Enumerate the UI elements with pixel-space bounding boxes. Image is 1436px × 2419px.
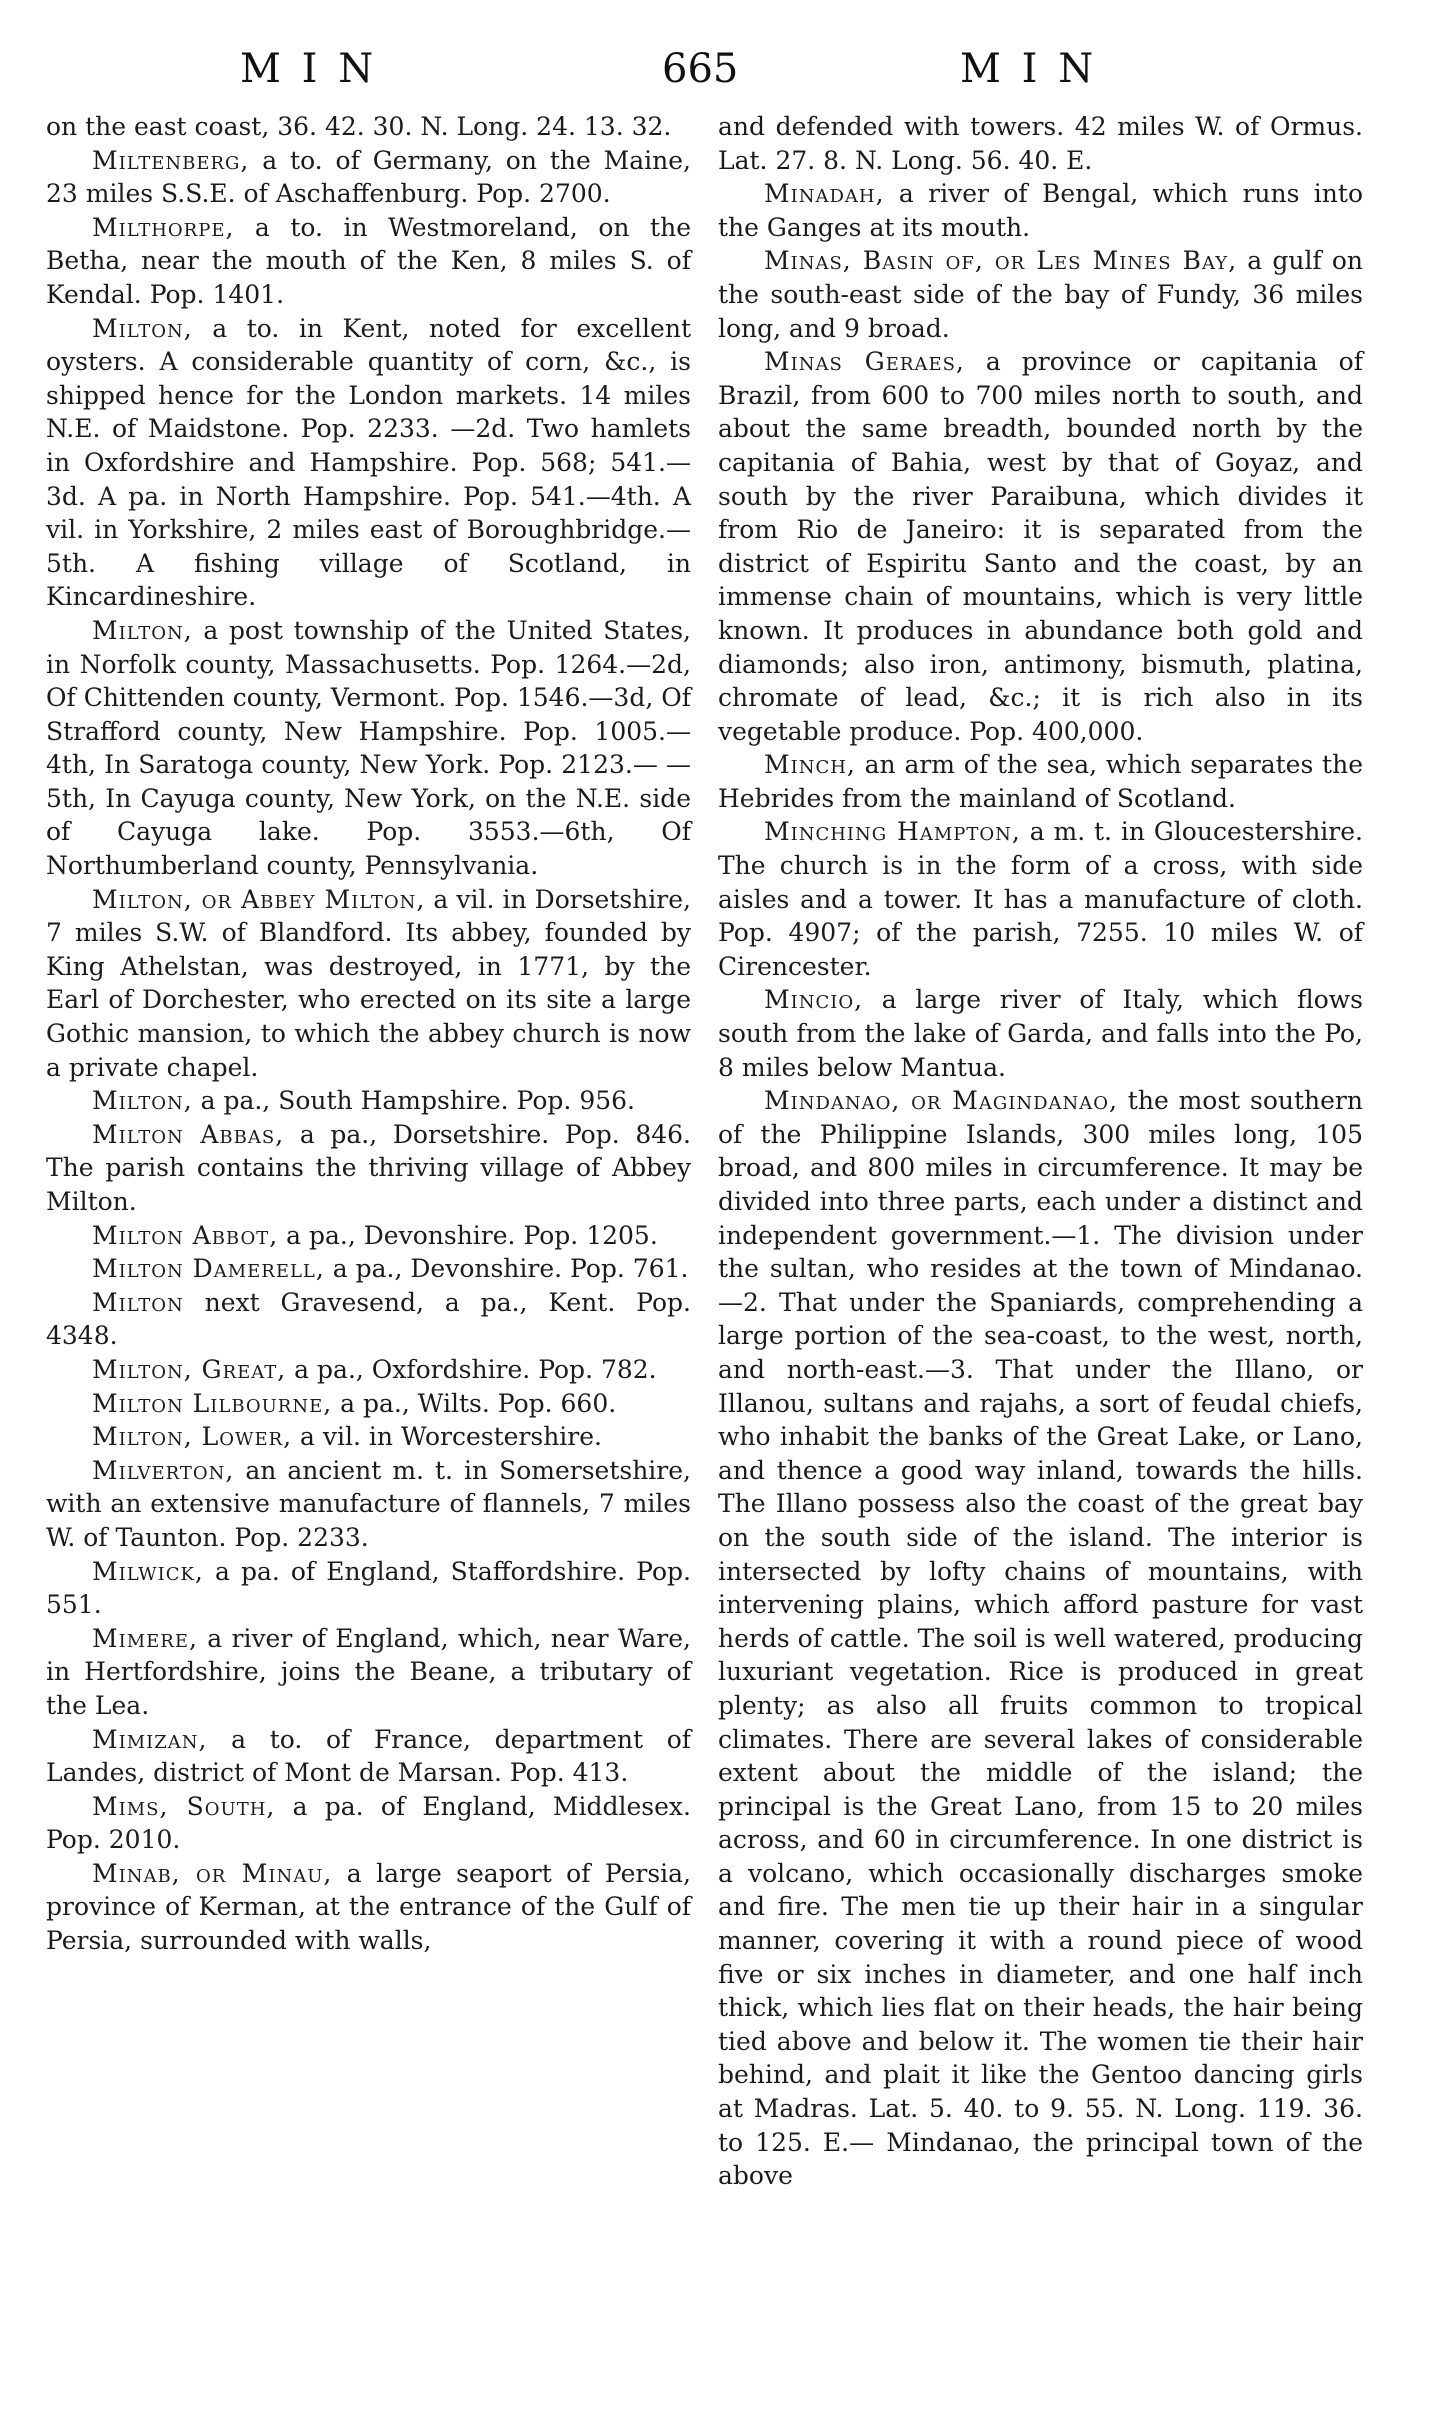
gazetteer-entry (718, 345, 1363, 748)
entry-text: a pa. of England, Staffordshire. Pop. 551. (46, 1556, 691, 1620)
entry-headword: Milton, (92, 615, 193, 645)
entry-text: a pa., Devonshire. Pop. 1205. (278, 1220, 658, 1250)
header-right-guide-word: M I N (960, 46, 1098, 92)
entry-text: a pa., Dorsetshire. Pop. 846. The parish contains the thriving village of Abbey Milton. (46, 1119, 691, 1216)
entry-headword: Milton, (92, 313, 193, 343)
gazetteer-entry (718, 748, 1363, 815)
entry-text: an ancient m. t. in Somersetshire, with an extensive manufacture of flannels, 7 miles W. of Taunton. Pop. 2233. (46, 1455, 691, 1552)
entry-text: a to. in Westmoreland, on the Betha, near the mouth of the Ken, 8 miles S. of Kendal. Pop. 1401. (46, 212, 691, 309)
gazetteer-entry (46, 1723, 691, 1790)
page-number: 665 (662, 46, 739, 92)
gazetteer-entry (46, 1118, 691, 1219)
entry-headword: Milton Abbot, (92, 1220, 279, 1250)
gazetteer-entry (46, 1353, 691, 1387)
entry-headword: Milton Damerell, (92, 1254, 325, 1284)
gazetteer-entry (46, 110, 691, 144)
entry-text: a pa., Wilts. Pop. 660. (332, 1388, 617, 1418)
gazetteer-entry (46, 1084, 691, 1118)
entry-headword: Milton, Lower, (92, 1422, 293, 1452)
entry-headword: Milwick, (92, 1556, 204, 1586)
entry-headword: Minab, or Minau, (92, 1858, 333, 1888)
entry-text: a province or capitania of Brazil, from 600 to 700 miles north to south, and about the same breadth, bounded north by the capitania of Bahia, west by that of Goyaz, and south by the river Paraibuna, which divides it from Rio de Janeiro: it is separated from the district of Espiritu Santo and the coast, by an immense chain of mountains, which is very little known. It produces in abundance both gold and diamonds; also iron, antimony, bismuth, platina, chromate of lead, &c.; it is rich also in its vegetable produce. Pop. 400,000. (718, 347, 1363, 746)
entry-text: a to. of Germany, on the Maine, 23 miles S.S.E. of Aschaffenburg. Pop. 2700. (46, 145, 691, 209)
entry-text: a vil. in Dorsetshire, 7 miles S.W. of Blandford. Its abbey, founded by King Athelstan, was destroyed, in 1771, by the Earl of Dorchester, who erected on its site a large Gothic mansion, to which the abbey church is now a private chapel. (46, 884, 691, 1082)
entry-headword: Mimizan, (92, 1724, 208, 1754)
header-left-guide-word: M I N (240, 46, 378, 92)
entry-text: a pa., South Hampshire. Pop. 956. (192, 1086, 635, 1116)
entry-headword: Milton, (92, 1086, 193, 1116)
gazetteer-entry (46, 1857, 691, 1958)
running-header (0, 46, 1436, 96)
entry-headword: Miltenberg, (92, 145, 250, 175)
entry-text: a m. t. in Gloucestershire. The church is in the form of a cross, with side aisles and a tower. It has a manufacture of cloth. Pop. 4907; of the parish, 7255. 10 miles W. of Cirencester. (718, 817, 1363, 981)
entry-text: a vil. in Worcestershire. (292, 1422, 602, 1452)
entry-text: a pa. of England, Middlesex. Pop. 2010. (46, 1791, 691, 1855)
entry-headword: Mindanao, or Magindanao, (764, 1086, 1118, 1116)
gazetteer-entry (718, 1084, 1363, 2193)
gazetteer-entry (718, 983, 1363, 1084)
entry-text: a large seaport of Persia, province of Kerman, at the entrance of the Gulf of Persia, surrounded with walls, (46, 1858, 691, 1956)
gazetteer-entry (46, 1555, 691, 1622)
gazetteer-entry (718, 815, 1363, 983)
entry-text: a large river of Italy, which flows south from the lake of Garda, and falls into the Po, 8 miles below Mantua. (718, 985, 1363, 1082)
entry-headword: Milton Abbas, (92, 1119, 285, 1149)
entry-text: an arm of the sea, which separates the Hebrides from the mainland of Scotland. (718, 750, 1363, 813)
entry-headword: Milverton, (92, 1455, 235, 1485)
gazetteer-entry (46, 614, 691, 883)
gazetteer-entry (46, 144, 691, 211)
entry-headword: Milthorpe, (92, 212, 235, 242)
entry-text: a to. of France, department of Landes, district of Mont de Marsan. Pop. 413. (46, 1724, 691, 1788)
gazetteer-entry (718, 177, 1363, 244)
gazetteer-entry (46, 1252, 691, 1286)
gazetteer-entry (718, 244, 1363, 345)
entry-headword: Milton Lilbourne, (92, 1388, 333, 1418)
gazetteer-entry (46, 1219, 691, 1253)
entry-text: a to. in Kent, noted for excellent oysters. A considerable quantity of corn, &c., is shipped hence for the London markets. 14 miles N.E. of Maidstone. Pop. 2233. —2d. Two hamlets in Oxfordshire and Hampshire. Pop. 568; 541.—3d. A pa. in North Hampshire. Pop. 541.—4th. A vil. in Yorkshire, 2 miles east of Boroughbridge.—5th. A fishing village of Scotland, in Kincardineshire. (46, 313, 691, 612)
left-column (46, 110, 691, 1958)
entry-text: a post township of the United States, in Norfolk county, Massachusetts. Pop. 1264.—2d, Of Chittenden county, Vermont. Pop. 1546.—3d, Of Strafford county, New Hampshire. Pop. 1005.—4th, In Saratoga county, New York. Pop. 2123.— —5th, In Cayuga county, New York, on the N.E. side of Cayuga lake. Pop. 3553.—6th, Of Northumberland county, Pennsylvania. (46, 615, 691, 881)
gazetteer-entry (46, 1622, 691, 1723)
gazetteer-entry (46, 1420, 691, 1454)
entry-headword: Mimere, (92, 1623, 198, 1653)
entry-text: a river of Bengal, which runs into the Ganges at its mouth. (718, 179, 1363, 242)
entry-text: a gulf on the south-east side of the bay of Fundy, 36 miles long, and 9 broad. (718, 246, 1363, 343)
entry-headword: Minch, (764, 750, 856, 780)
entry-text: and defended with towers. 42 miles W. of Ormus. Lat. 27. 8. N. Long. 56. 40. E. (718, 112, 1363, 175)
gazetteer-entry (46, 1454, 691, 1555)
gazetteer-entry (46, 312, 691, 614)
entry-headword: Mims, South, (92, 1791, 276, 1821)
entry-headword: Mincio, (764, 985, 864, 1015)
entry-text: a pa., Oxfordshire. Pop. 782. (286, 1354, 657, 1384)
gazetteer-entry (718, 110, 1363, 177)
entry-headword: Minas Geraes, (764, 347, 965, 377)
right-column (718, 110, 1363, 2193)
entry-text: the most southern of the Philippine Islands, 300 miles long, 105 broad, and 800 miles in circumference. It may be divided into three parts, each under a distinct and independent government.—1. The division under the sultan, who resides at the town of Mindanao.—2. That under the Spaniards, comprehending a large portion of the sea-coast, to the west, north, and north-east.—3. That under the Illano, or Illanou, sultans and rajahs, a sort of feudal chiefs, who inhabit the banks of the Great Lake, or Lano, and thence a good way inland, towards the hills. The Illano possess also the coast of the great bay on the south side of the island. The interior is intersected by lofty chains of mountains, with intervening plains, which afford pasture for vast herds of cattle. The soil is well watered, producing luxuriant vegetation. Rice is produced in great plenty; as also all fruits common to tropical climates. There are several lakes of considerable extent about the middle of the island; the principal is the Great Lano, from 15 to 20 miles across, and 60 in circumference. In one district is a volcano, which occasionally discharges smoke and fire. The men tie up their hair in a singular manner, covering it with a round piece of wood five or six inches in diameter, and one half inch thick, which lies flat on their heads, the hair being tied above and below it. The women tie their hair behind, and plait it like the Gentoo dancing girls at Madras. Lat. 5. 40. to 9. 55. N. Long. 119. 36. to 125. E.— Mindanao, the principal town of the above (718, 1086, 1363, 2191)
entry-text: a river of England, which, near Ware, in Hertfordshire, joins the Beane, a tributary of the Lea. (46, 1623, 691, 1720)
entry-headword: Milton (92, 1287, 184, 1317)
entry-headword: Milton, or Abbey Milton, (92, 884, 426, 914)
gazetteer-entry (46, 1790, 691, 1857)
gazetteer-entry (46, 1286, 691, 1353)
gazetteer-entry (46, 1387, 691, 1421)
gazetteer-entry (46, 211, 691, 312)
gazetteer-entry (46, 883, 691, 1085)
entry-headword: Milton, Great, (92, 1354, 287, 1384)
entry-headword: Minching Hampton, (764, 817, 1021, 847)
entry-headword: Minadah, (764, 179, 885, 209)
entry-headword: Minas, Basin of, or Les Mines Bay, (764, 246, 1238, 276)
entry-text: on the east coast, 36. 42. 30. N. Long. 24. 13. 32. (46, 112, 672, 141)
entry-text: next Gravesend, a pa., Kent. Pop. 4348. (46, 1287, 691, 1351)
entry-text: a pa., Devonshire. Pop. 761. (324, 1254, 689, 1284)
